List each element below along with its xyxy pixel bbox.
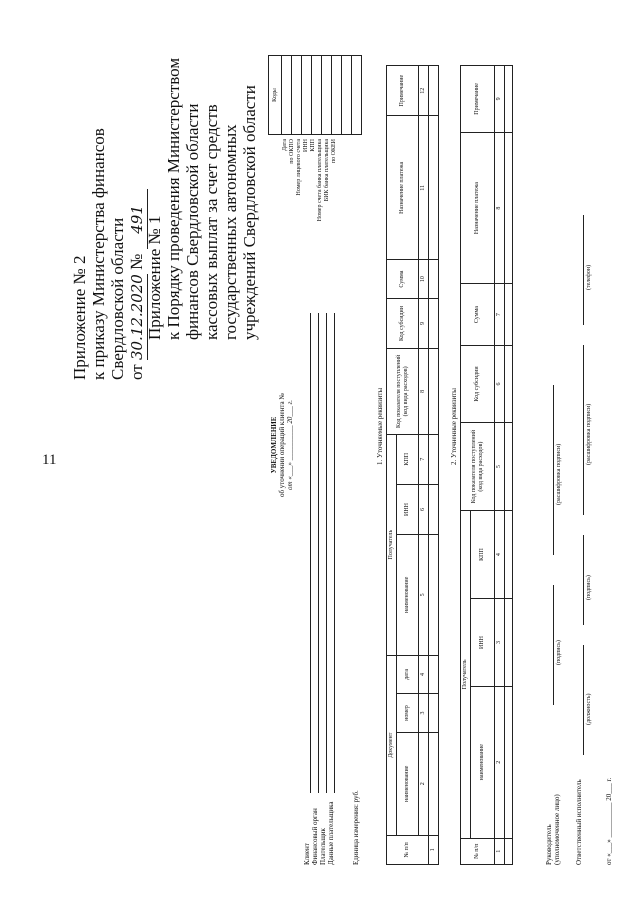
exec-decode-hint: (расшифровка подписи)	[586, 403, 592, 465]
s2-sum: Сумма	[461, 284, 495, 345]
s2-empty-cell	[505, 599, 513, 687]
s2-recv-group: Получатель	[461, 511, 471, 838]
left-labels	[303, 795, 335, 865]
s1-code-subsidy: Код субсидии	[387, 298, 419, 348]
appendix1-line4: кассовых выплат за счет средств	[202, 104, 221, 340]
head-line1: Руководитель	[545, 824, 553, 865]
codes-header: Коды	[269, 56, 282, 135]
s2-num-3: 3	[495, 599, 505, 687]
label-payer: Плательщик	[319, 828, 327, 865]
exec-position-hint: (должность)	[586, 693, 592, 725]
code-label-okei: по ОКЕИ	[331, 139, 337, 164]
code-label-bik: БИК банка плательщика	[324, 139, 330, 202]
code-cell	[352, 56, 362, 135]
executor-label: Ответственный исполнитель	[575, 779, 583, 865]
s2-code-subsidy: Код субсидии	[461, 345, 495, 422]
section1-caption: 1. Уточняемые реквизиты	[376, 387, 384, 465]
appendix1-block	[145, 58, 259, 340]
code-label-account: Номер лицевого счета	[296, 139, 302, 196]
codes-labels	[282, 139, 338, 245]
section2-table	[460, 65, 513, 865]
exec-decode-line	[583, 345, 584, 515]
s2-recv-inn: ИНН	[471, 599, 495, 687]
s1-num-1: 1	[429, 835, 439, 864]
appendix1-line2: к Порядку проведения Министерством	[164, 57, 183, 340]
s2-empty-cell	[505, 345, 513, 422]
s1-num-6: 6	[419, 484, 429, 534]
from-label: от	[127, 364, 146, 380]
head-line2: (уполномоченное лицо)	[553, 794, 561, 865]
s1-num-7: 7	[419, 434, 429, 484]
appendix2-line3: Свердловской области	[108, 217, 127, 380]
s1-note: Примечание	[387, 66, 419, 116]
s1-purpose: Назначение платежа	[387, 116, 419, 260]
section2-caption: 2. Уточненные реквизиты	[450, 388, 458, 465]
s2-recv-name: наименование	[471, 686, 495, 838]
signature-date: от «___» __________ 20___ г.	[605, 777, 613, 865]
s1-recv-kpp: КПП	[397, 434, 419, 484]
code-cell	[302, 56, 312, 135]
code-cell	[282, 56, 292, 135]
s1-empty-cell	[429, 484, 439, 534]
head-decode-hint: (расшифровка подписи)	[556, 443, 562, 505]
s1-recv-name: наименование	[397, 535, 419, 655]
exec-sign-hint: (подпись)	[586, 575, 592, 600]
title-date: от «___» __________ 20___ г.	[286, 400, 294, 490]
payer-data-line	[334, 313, 335, 793]
s2-empty-cell	[505, 132, 513, 284]
appendix1-line1: Приложение № 1	[145, 215, 164, 340]
s1-recv-group: Получатель	[387, 434, 397, 655]
s1-empty-cell	[429, 535, 439, 655]
s2-num-5: 5	[495, 423, 505, 511]
s1-empty-cell	[429, 694, 439, 733]
page-number: 11	[42, 452, 57, 468]
number-label: №	[127, 253, 146, 270]
code-label-bank-account: Номер счета банка плательщика	[317, 139, 323, 222]
code-cell	[332, 56, 342, 135]
s1-empty-cell	[429, 298, 439, 348]
s1-empty-cell	[429, 349, 439, 434]
code-label-inn: ИНН	[303, 139, 309, 152]
appendix2-line1: Приложение № 2	[70, 255, 89, 380]
s1-doc-group: Документ	[387, 655, 397, 835]
exec-phone-line	[583, 215, 584, 325]
s2-empty-cell	[505, 284, 513, 345]
handwritten-number: 491	[128, 189, 148, 249]
s1-num-9: 9	[419, 298, 429, 348]
s2-note: Примечание	[461, 66, 495, 133]
head-sign-hint: (подпись)	[556, 640, 562, 665]
exec-phone-hint: (телефон)	[586, 264, 592, 290]
s1-sum: Сумма	[387, 260, 419, 299]
title-sub: об уточнении операций клиента №	[278, 392, 286, 498]
s1-empty-cell	[429, 655, 439, 694]
s2-empty-cell	[505, 686, 513, 838]
appendix1-line5: государственных автономных	[221, 124, 240, 340]
s1-num-3: 3	[419, 694, 429, 733]
s1-num-4: 4	[419, 655, 429, 694]
s1-empty-cell	[429, 116, 439, 260]
code-label-okpo: по ОКПО	[289, 139, 295, 164]
s2-recv-kpp: КПП	[471, 511, 495, 599]
code-cell	[322, 56, 332, 135]
s2-empty-cell	[505, 511, 513, 599]
s2-num-1: 1	[495, 838, 505, 864]
s2-num-6: 6	[495, 345, 505, 422]
code-label-kpp: КПП	[310, 139, 316, 152]
exec-position-line	[583, 645, 584, 755]
s1-col-num: № п/п	[387, 835, 429, 864]
s2-num-7: 7	[495, 284, 505, 345]
title-block	[270, 325, 294, 565]
unit-label: Единица измерения: руб.	[352, 790, 360, 865]
code-label-date: Дата	[282, 139, 288, 151]
head-decode-line	[553, 385, 554, 555]
s2-num-4: 4	[495, 511, 505, 599]
s2-num-2: 2	[495, 686, 505, 838]
code-cell	[342, 56, 352, 135]
s1-empty-cell	[429, 434, 439, 484]
appendix2-block	[70, 128, 148, 380]
s2-empty-cell	[505, 66, 513, 133]
codes-table	[268, 55, 362, 135]
label-client: Клиент	[303, 843, 311, 865]
s1-num-2: 2	[419, 732, 429, 835]
s2-code-income: Код показателя поступлений (код вида расходов)	[461, 423, 495, 511]
s2-empty-cell	[505, 423, 513, 511]
s1-doc-number: номер	[397, 694, 419, 733]
appendix2-line2: к приказу Министерства финансов	[89, 128, 108, 380]
s1-num-11: 11	[419, 116, 429, 260]
appendix1-line6: учреждений Свердловской области	[240, 85, 259, 340]
s1-doc-date: дата	[397, 655, 419, 694]
code-cell	[312, 56, 322, 135]
appendix1-line3: финансов Свердловской области	[183, 103, 202, 340]
s1-empty-cell	[429, 260, 439, 299]
label-payer-data: Данные плательщика	[327, 801, 335, 865]
title-main: УВЕДОМЛЕНИЕ	[270, 416, 278, 474]
s1-num-5: 5	[419, 535, 429, 655]
s1-num-12: 12	[419, 66, 429, 116]
s1-empty-cell	[429, 732, 439, 835]
s1-code-income: Код показателя поступлений (код вида расходов)	[387, 349, 419, 434]
label-fin-organ: Финансовый орган	[311, 808, 319, 865]
s2-num-8: 8	[495, 132, 505, 284]
payer-line	[326, 313, 327, 793]
s2-col-num: № п/п	[461, 838, 495, 864]
client-line	[310, 313, 311, 793]
s1-doc-name: наименование	[397, 732, 419, 835]
s1-num-10: 10	[419, 260, 429, 299]
finorgan-line	[318, 313, 319, 793]
section1-table	[386, 65, 439, 865]
s1-recv-inn: ИНН	[397, 484, 419, 534]
handwritten-date: 30.12.2020	[128, 274, 146, 361]
s1-num-8: 8	[419, 349, 429, 434]
s2-purpose: Назначение платежа	[461, 132, 495, 284]
s2-num-9: 9	[495, 66, 505, 133]
head-label	[545, 794, 561, 865]
exec-sign-line	[583, 535, 584, 625]
code-cell	[292, 56, 302, 135]
s2-empty-cell	[505, 838, 513, 864]
s1-empty-cell	[429, 66, 439, 116]
head-sign-line	[553, 585, 554, 705]
